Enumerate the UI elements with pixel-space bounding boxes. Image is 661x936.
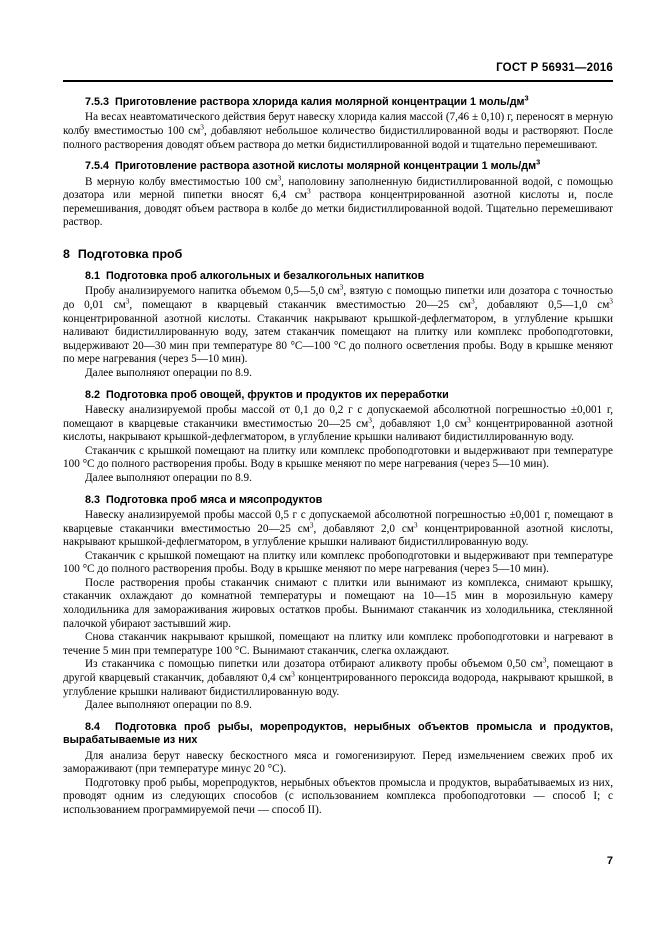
section-number: 8.3	[85, 493, 101, 506]
section-8-2	[63, 389, 613, 486]
section-7-5-3-heading	[63, 93, 613, 109]
section-8-3-heading	[63, 494, 613, 507]
section-heading-text: Подготовка проб алкогольных и безалкогольных напитков	[106, 269, 425, 282]
section-7-5-3	[63, 93, 613, 152]
section-heading-text: Приготовление раствора азотной кислоты молярной концентрации 1 моль/дм	[115, 160, 537, 173]
section-7-5-4-heading	[63, 157, 613, 173]
section-8-3-paragraph-1: Навеску анализируемой пробы массой 0,5 г с допускаемой абсолютной погрешностью ±0,001 г, помещают в кварцевые стаканчики вместимостью 20—25 $см^3$, добавляют 2,0 $см^3$ концентрированной азотной кислоты, накрывают крышкой-дефлегматором, в углубление крышки наливают бидистиллированную воду.	[63, 508, 613, 549]
section-number: 8.1	[85, 269, 101, 282]
section-8-2-paragraph-1: Навеску анализируемой пробы массой от 0,1 до 0,2 г с допускаемой абсолютной погрешностью ±0,001 г, помещают в кварцевые стаканчики вместимостью 20—25 $см^3$, добавляют 1,0 $см^3$ концентрированной азотной кислоты, накрывают крышкой-дефлегматором, в углубление крышки наливают бидистиллированную воду.	[63, 403, 613, 444]
chapter-title: Подготовка проб	[77, 246, 183, 261]
page-content	[63, 88, 613, 818]
chapter-8-heading	[63, 247, 613, 262]
section-number: 7.5.4	[85, 160, 110, 173]
section-8-4-paragraph-2: Подготовку проб рыбы, морепродуктов, нерыбных объектов промысла и продуктов, вырабатываемых из них, проводят одним из следующих способов (с использованием комплекса пробоподготовки — способ I; с использованием программируемой печи — способ II).	[63, 776, 613, 816]
page-number: 7	[606, 855, 613, 867]
section-heading-text: Подготовка проб овощей, фруктов и продуктов их переработки	[106, 388, 449, 401]
section-8-1-paragraph-1: Пробу анализируемого напитка объемом 0,5—5,0 $см^3$, взятую с помощью пипетки или дозатора с точностью до 0,01 $см^3$, помещают в кварцевый стаканчик вместимостью 20—25 $см^3$, добавляют 0,5—1,0 $см^3$ концентрированной азотной кислоты. Стаканчик накрывают крышкой-дефлегматором, в углубление крышки наливают бидистиллированную воду, затем стаканчик помещают на плитку или комплекс пробоподготовки, выдерживают 20—30 мин при температуре 80 °С—100 °С до полного осветления пробы. Воду в крышке меняют по мере нагревания (через 5—10 мин).	[63, 282, 613, 366]
section-8-1-paragraph-2: Далее выполняют операции по 8.9.	[85, 366, 252, 379]
section-7-5-4-paragraph-1: В мерную колбу вместимостью 100 $см^3$, наполовину заполненную бидистиллированной водой, с помощью дозатора или мерной пипетки вносят 6,4 $см^3$ раствора концентрированной азотной кислоты и, после перемешивания, доводят объем раствора в колбе до метки бидистиллированной водой. Тщательно перемешивают раствор.	[63, 172, 613, 229]
section-8-3-paragraph-2: Стаканчик с крышкой помещают на плитку или комплекс пробоподготовки и выдерживают при температуре 100 °С до полного растворения пробы. Воду в крышке меняют по мере нагревания (через 5—10 мин).	[63, 549, 613, 576]
header-rule	[63, 80, 613, 82]
section-8-3-paragraph-3: После растворения пробы стаканчик снимают с плитки или вынимают из комплекса, снимают крышку, стаканчик охлаждают до комнатной температуры и помещают на 10—15 мин в морозильную камеру холодильника для замораживания жировых остатков пробы. Вынимают стаканчик из холодильника, стеклянной палочкой убирают застывший жир.	[63, 576, 613, 630]
section-heading-text: Подготовка проб рыбы, морепродуктов, нерыбных объектов промысла и продуктов, вырабатываемые из них	[63, 720, 613, 747]
section-8-4-paragraph-1: Для анализа берут навеску бескостного мяса и гомогенизируют. Перед измельчением свежих проб их замораживают (при температуре минус 20 °С).	[63, 749, 613, 776]
section-8-2-paragraph-3: Далее выполняют операции по 8.9.	[85, 471, 252, 484]
section-heading-text: Приготовление раствора хлорида калия молярной концентрации 1 моль/дм	[115, 96, 525, 108]
section-8-3	[63, 494, 613, 713]
superscript-3: 3	[524, 93, 529, 103]
section-8-4	[63, 721, 613, 818]
section-8-3-paragraph-6: Далее выполняют операции по 8.9.	[85, 699, 252, 712]
section-8-3-paragraph-4: Снова стаканчик накрывают крышкой, помещают на плитку или комплекс пробоподготовки и нагревают в течение 5 мин при температуре 100 °С. Вынимают стаканчик, слегка охлаждают.	[63, 631, 613, 657]
superscript-3: 3	[536, 157, 541, 167]
section-7-5-3-paragraph-1: На весах неавтоматического действия берут навеску хлорида калия массой (7,46 ± 0,10) г, переносят в мерную колбу вместимостью 100 $см^3$, добавляют небольшое количество бидистиллированной воды и растворяют. После полного растворения доводят объем раствора до метки бидистиллированной водой и тщательно перемешивают.	[63, 111, 613, 151]
section-8-2-heading	[63, 389, 613, 402]
section-7-5-4	[63, 157, 613, 230]
section-8-1	[63, 270, 613, 381]
section-8-1-heading	[63, 270, 613, 283]
section-number: 7.5.3	[85, 96, 110, 108]
section-8-3-paragraph-5: Из стаканчика с помощью пипетки или дозатора отбирают аликвоту пробы объемом 0,50 $см^3$, помещают в другой кварцевый стаканчик, добавляют 0,4 $см^3$ концентрированного пероксида водорода, накрывают крышкой, в углубление крышки наливают бидистиллированную воду.	[63, 655, 614, 698]
chapter-number: 8	[63, 246, 70, 261]
section-number: 8.4	[85, 720, 101, 733]
section-number: 8.2	[85, 388, 101, 401]
standard-header: ГОСТ Р 56931—2016	[496, 62, 613, 74]
section-heading-text: Подготовка проб мяса и мясопродуктов	[106, 493, 323, 506]
section-8-4-heading	[63, 721, 613, 748]
section-8-2-paragraph-2: Стаканчик с крышкой помещают на плитку или комплекс пробоподготовки и выдерживают при температуре 100 °С до полного растворения пробы. Воду в крышке меняют по мере нагревания (через 5—10 мин).	[63, 444, 613, 471]
